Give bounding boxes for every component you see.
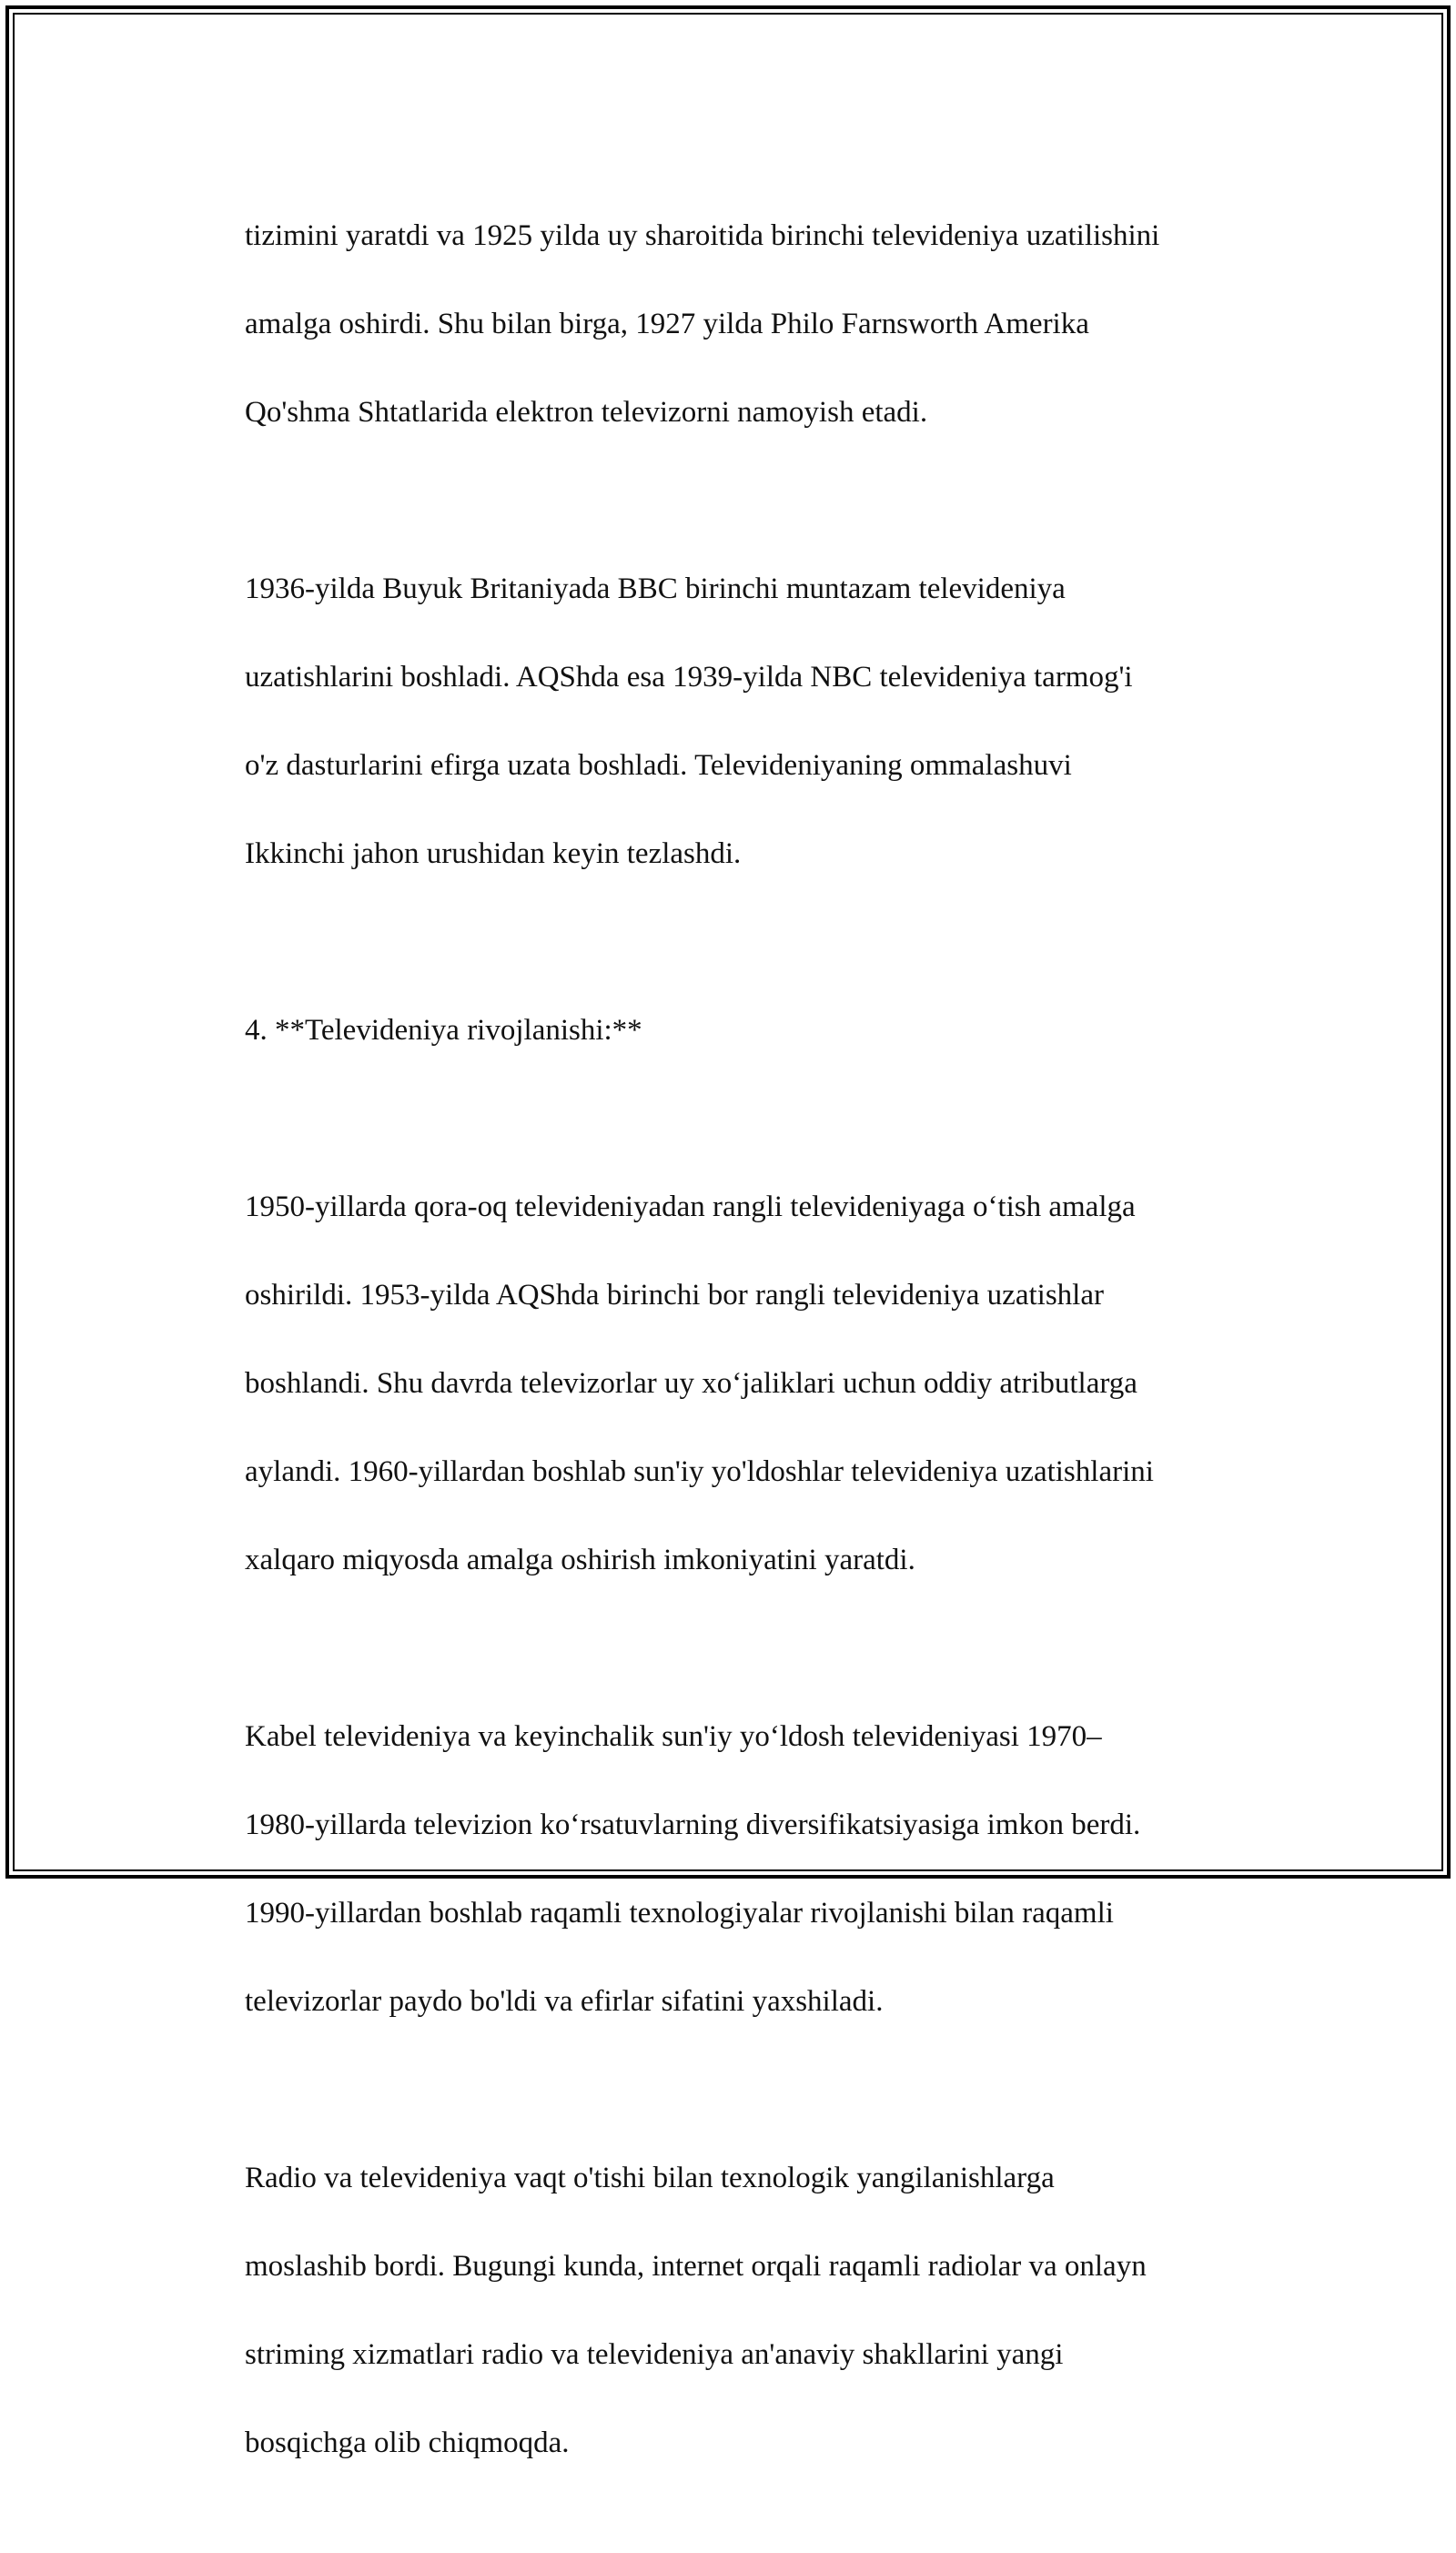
text-line: Radio va televideniya vaqt o'tishi bilan texnologik yangilanishlarga (245, 2161, 1055, 2194)
text-line: 1936-yilda Buyuk Britaniyada BBC birinchi muntazam televideniya (245, 572, 1066, 605)
text-line: bosqichga olib chiqmoqda. (245, 2426, 570, 2459)
text-line: o'z dasturlarini efirga uzata boshladi. Televideniyaning ommalashuvi (245, 748, 1072, 782)
paragraph-first-broadcasts (215, 522, 1252, 920)
text-line: Ikkinchi jahon urushidan keyin tezlashdi. (245, 836, 742, 870)
section-heading-tv-development (215, 964, 1252, 1097)
paragraph-cable-digital (215, 1670, 1252, 2068)
text-line: oshirildi. 1953-yilda AQShda birinchi bor rangli televideniya uzatishlar (245, 1278, 1104, 1312)
text-line: televizorlar paydo bo'ldi va efirlar sifatini yaxshiladi. (245, 1984, 884, 2018)
text-line: xalqaro miqyosda amalga oshirish imkoniyatini yaratdi. (245, 1543, 915, 1576)
text-line: 4. **Televideniya rivojlanishi:** (245, 1013, 642, 1047)
text-line: 1990-yillardan boshlab raqamli texnologiyalar rivojlanishi bilan raqamli (245, 1896, 1114, 1930)
text-line: uzatishlarini boshladi. AQShda esa 1939-yilda NBC televideniya tarmog'i (245, 660, 1133, 694)
document-body (215, 169, 1252, 2553)
text-line: Kabel televideniya va keyinchalik sun'iy yo‘ldosh televideniyasi 1970– (245, 1719, 1102, 1753)
paragraph-color-tv (215, 1140, 1252, 1626)
text-line: aylandi. 1960-yillardan boshlab sun'iy yo'ldoshlar televideniya uzatishlarini (245, 1454, 1154, 1488)
text-line: striming xizmatlari radio va televideniya an'anaviy shakllarini yangi (245, 2337, 1064, 2371)
text-line: Qo'shma Shtatlarida elektron televizorni namoyish etadi. (245, 395, 928, 429)
text-line: amalga oshirdi. Shu bilan birga, 1927 yilda Philo Farnsworth Amerika (245, 307, 1089, 340)
text-line: tizimini yaratdi va 1925 yilda uy sharoitida birinchi televideniya uzatilishini (245, 218, 1160, 252)
text-line: boshlandi. Shu davrda televizorlar uy xo‘jaliklari uchun oddiy atributlarga (245, 1366, 1138, 1400)
paragraph-conclusion (215, 2112, 1252, 2509)
text-line: moslashib bordi. Bugungi kunda, internet orqali raqamli radiolar va onlayn (245, 2249, 1147, 2283)
text-line: 1950-yillarda qora-oq televideniyadan rangli televideniyaga o‘tish amalga (245, 1190, 1136, 1223)
paragraph-tv-invention (215, 169, 1252, 479)
text-line: 1980-yillarda televizion ko‘rsatuvlarning diversifikatsiyasiga imkon berdi. (245, 1808, 1141, 1841)
